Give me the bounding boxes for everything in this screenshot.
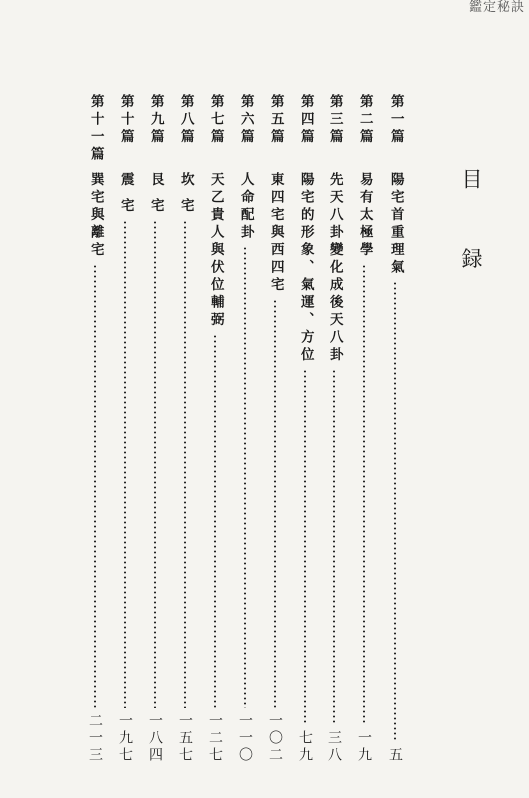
chapter-title: 先天八卦變化成後天八卦 <box>326 172 343 365</box>
toc-entry[interactable] <box>81 94 109 764</box>
page-number: 五 <box>387 747 403 764</box>
chapter-title: 東四宅與西四宅 <box>267 172 284 295</box>
dot-leader <box>94 264 96 709</box>
toc-entry[interactable] <box>381 94 409 764</box>
dot-leader <box>184 220 186 708</box>
chapter-number: 第六篇 <box>237 94 254 147</box>
chapter-title: 陽宅的形象、氣運、方位 <box>297 172 314 365</box>
chapter-title: 艮 宅 <box>147 172 164 216</box>
dot-leader <box>333 369 335 726</box>
chapter-number: 第八篇 <box>177 94 194 147</box>
page-number: 一九 <box>356 730 372 764</box>
toc-entry[interactable] <box>291 94 319 764</box>
running-header: 鑑定秘訣 <box>468 0 525 15</box>
chapter-title: 易有太極學 <box>356 172 373 260</box>
dot-leader <box>244 246 246 708</box>
toc-entry[interactable] <box>111 94 139 764</box>
chapter-title: 震 宅 <box>117 172 134 216</box>
page-number: 二一三 <box>87 713 103 764</box>
dot-leader <box>394 281 396 742</box>
toc-entry[interactable] <box>201 94 229 764</box>
chapter-number: 第四篇 <box>297 94 314 147</box>
dot-leader <box>304 369 306 726</box>
page-number: 一二七 <box>207 713 223 764</box>
chapter-number: 第三篇 <box>326 94 343 147</box>
chapter-title: 坎 宅 <box>177 172 194 216</box>
dot-leader <box>214 334 216 709</box>
dot-leader <box>363 264 365 726</box>
page-number: 一一〇 <box>237 713 253 764</box>
chapter-number: 第九篇 <box>147 94 164 147</box>
chapter-number: 第五篇 <box>267 94 284 147</box>
chapter-title: 人命配卦 <box>237 172 254 242</box>
toc-entry[interactable] <box>261 94 289 764</box>
toc-title: 目 録 <box>459 168 483 295</box>
dot-leader <box>154 220 156 708</box>
chapter-title: 巽宅與離宅 <box>87 172 104 260</box>
chapter-number: 第十篇 <box>117 94 134 147</box>
page-number: 三八 <box>326 730 342 764</box>
dot-leader <box>274 299 276 709</box>
page-number: 一五七 <box>177 713 193 764</box>
toc-entry[interactable] <box>231 94 259 764</box>
chapter-number: 第十一篇 <box>87 94 104 164</box>
toc-entry[interactable] <box>350 94 378 764</box>
toc-entry[interactable] <box>320 94 348 764</box>
toc-entry[interactable] <box>141 94 169 764</box>
toc-entry[interactable] <box>171 94 199 764</box>
page-number: 七九 <box>297 730 313 764</box>
page-number: 一九七 <box>117 713 133 764</box>
chapter-title: 陽宅首重理氣 <box>387 172 404 277</box>
chapter-number: 第二篇 <box>356 94 373 147</box>
chapter-number: 第七篇 <box>207 94 224 147</box>
dot-leader <box>124 220 126 708</box>
page-number: 一八四 <box>147 713 163 764</box>
chapter-number: 第一篇 <box>387 94 404 147</box>
page-number: 一〇二 <box>267 713 283 764</box>
chapter-title: 天乙貴人與伏位輔弼 <box>207 172 224 330</box>
